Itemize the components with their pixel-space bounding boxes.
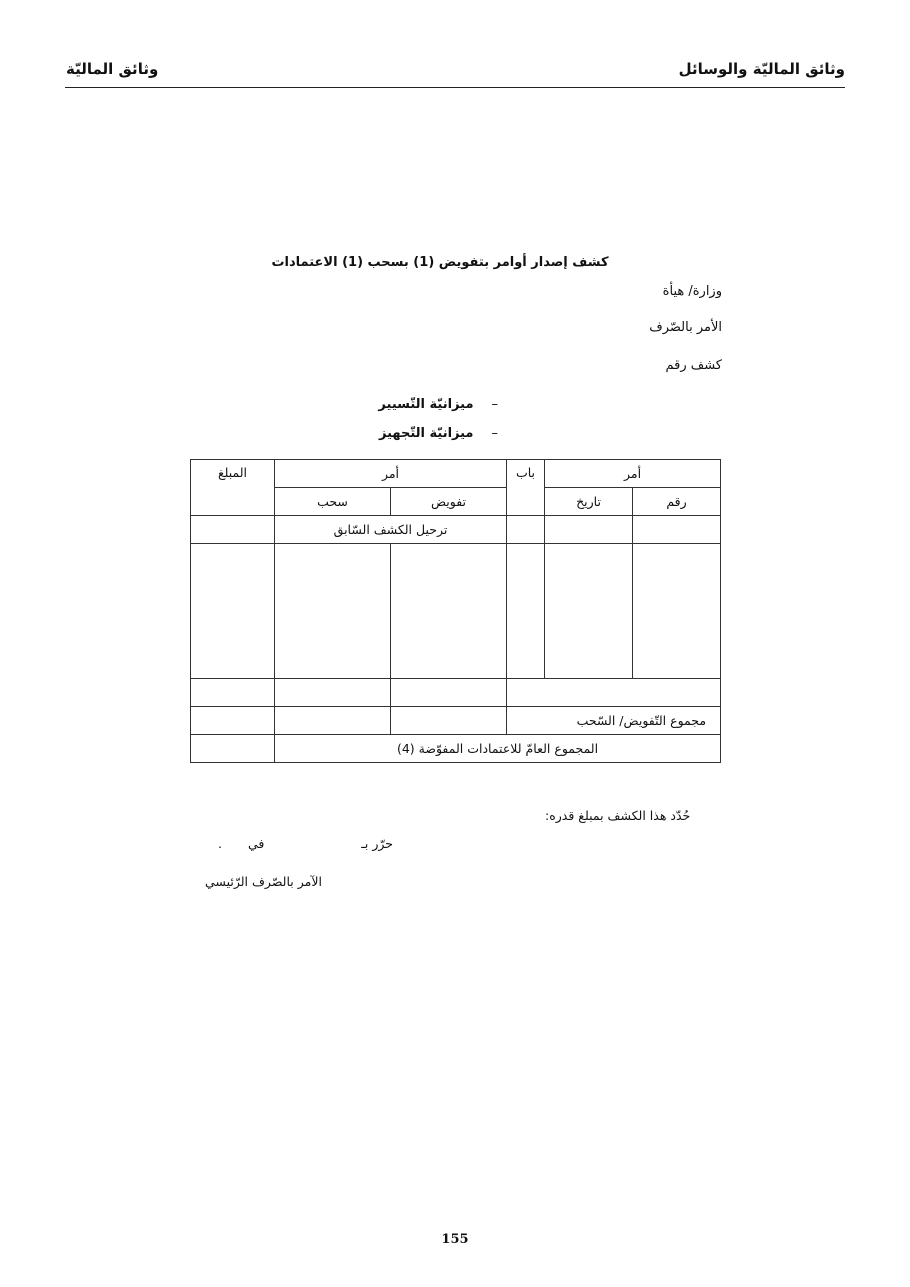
budget-equipment: [379, 426, 498, 441]
budget-operating-label: ميزانيّة التّسيير: [378, 397, 474, 412]
statement-table: [190, 459, 721, 763]
table-cell: [507, 516, 545, 544]
total-row: [191, 707, 721, 735]
page-number: 155: [441, 1232, 469, 1247]
table-cell: [633, 544, 721, 679]
table-cell: [507, 544, 545, 679]
header-right-title: وثائق الماليّة والوسائل: [678, 60, 845, 78]
table-cell: [275, 679, 391, 707]
bullet-dash: –: [491, 397, 498, 412]
header-order-group: أمر: [275, 460, 507, 488]
table-header-row: [191, 460, 721, 488]
carry-forward-label: ترحيل الكشف السّابق: [275, 516, 507, 544]
entries-row: [191, 544, 721, 679]
statement-number-field: كشف رقم: [665, 358, 722, 373]
table-cell: [191, 735, 275, 763]
table-cell: [507, 679, 721, 707]
header-chapter: باب: [507, 460, 545, 516]
header-amount: المبلغ: [191, 460, 275, 516]
header-date: تاريخ: [545, 488, 633, 516]
table-cell: [191, 707, 275, 735]
header-rule: [65, 87, 845, 88]
payer-field: الأمر بالصّرف: [649, 320, 722, 335]
total-label: مجموع التّفويض/ السّحب: [507, 707, 721, 735]
grand-total-row: [191, 735, 721, 763]
header-number: رقم: [633, 488, 721, 516]
header-left-title: وثائق الماليّة: [66, 60, 159, 78]
on-label: في: [248, 836, 265, 851]
grand-total-label: المجموع العامّ للاعتمادات المفوّضة (4): [275, 735, 721, 763]
table-cell: [391, 679, 507, 707]
carry-forward-row: [191, 516, 721, 544]
header-delegation: تفويض: [391, 488, 507, 516]
chief-payer-signature: الآمر بالصّرف الرّئيسي: [205, 874, 322, 889]
table-cell: [191, 679, 275, 707]
blank-row: [191, 679, 721, 707]
budget-operating: [378, 397, 498, 412]
table-cell: [391, 544, 507, 679]
form-title: كشف إصدار أوامر بتفويض (1) بسحب (1) الاعتمادات: [271, 255, 609, 270]
end-dot: .: [218, 836, 222, 851]
set-amount-line: حُدّد هذا الكشف بمبلغ قدره:: [545, 808, 691, 823]
table-cell: [275, 544, 391, 679]
table-cell: [633, 516, 721, 544]
table-cell: [275, 707, 391, 735]
ministry-field: وزارة/ هيأة: [662, 284, 722, 299]
header-order-ref: أمر: [545, 460, 721, 488]
bullet-dash: –: [491, 426, 498, 441]
written-at-label: حرّر بـ: [361, 836, 393, 851]
table-cell: [391, 707, 507, 735]
table-cell: [545, 544, 633, 679]
table-cell: [545, 516, 633, 544]
header-withdrawal: سحب: [275, 488, 391, 516]
table-cell: [191, 544, 275, 679]
table-cell: [191, 516, 275, 544]
budget-equipment-label: ميزانيّة التّجهيز: [379, 426, 474, 441]
